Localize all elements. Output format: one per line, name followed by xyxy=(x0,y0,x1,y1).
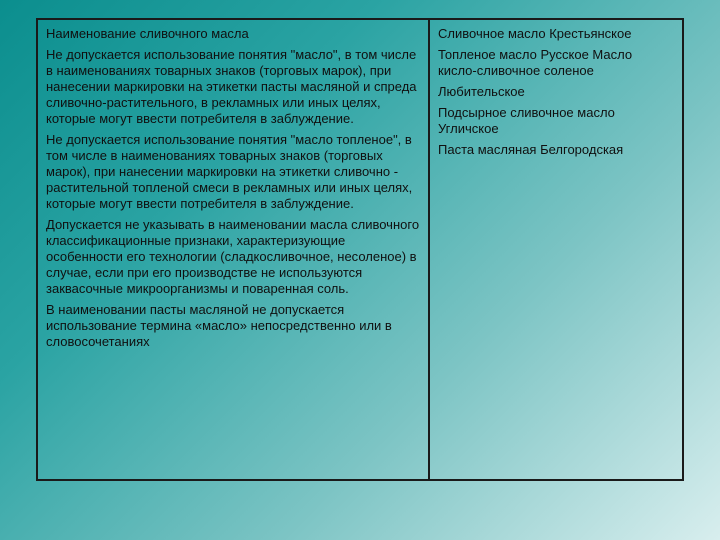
rule-paragraph-1: Не допускается использование понятия "масло", в том числе в наименованиях товарных знаков (торговых марок), при нанесении маркировки на этикетки пасты масляной и спреда сливочно-растительного, в рекламных или иных целях, которые могут ввести потребителя в заблуждение. xyxy=(46,47,417,126)
rule-paragraph-4: В наименовании пасты масляной не допускается использование термина «масло» непосредственно или в словосочетаниях xyxy=(46,302,392,349)
butter-rules-cell xyxy=(38,20,430,479)
butter-examples-cell xyxy=(430,20,682,479)
example-item: Топленое масло Русское Масло кисло-сливочное соленое xyxy=(438,47,633,78)
example-item: Паста масляная Белгородская xyxy=(438,142,624,157)
content-table xyxy=(36,18,684,481)
rule-paragraph-2: Не допускается использование понятия "масло топленое", в том числе в наименованиях товарных знаков (торговых марок), при нанесении маркировки на этикетки сливочно - растительной топленой смеси в рекламных или иных целях, которые могут ввести потребителя в заблуждение. xyxy=(46,132,413,211)
example-item: Сливочное масло Крестьянское xyxy=(438,26,632,41)
butter-heading: Наименование сливочного масла xyxy=(46,26,249,41)
example-item: Любительское xyxy=(438,84,525,99)
rule-paragraph-3: Допускается не указывать в наименовании масла сливочного классификационные признаки, характеризующие особенности его технологии (сладкосливочное, несоленое) в случае, если при его производстве не используются заквасочные микроорганизмы и поваренная соль. xyxy=(46,217,420,296)
example-item: Подсырное сливочное масло Угличское xyxy=(438,105,615,136)
